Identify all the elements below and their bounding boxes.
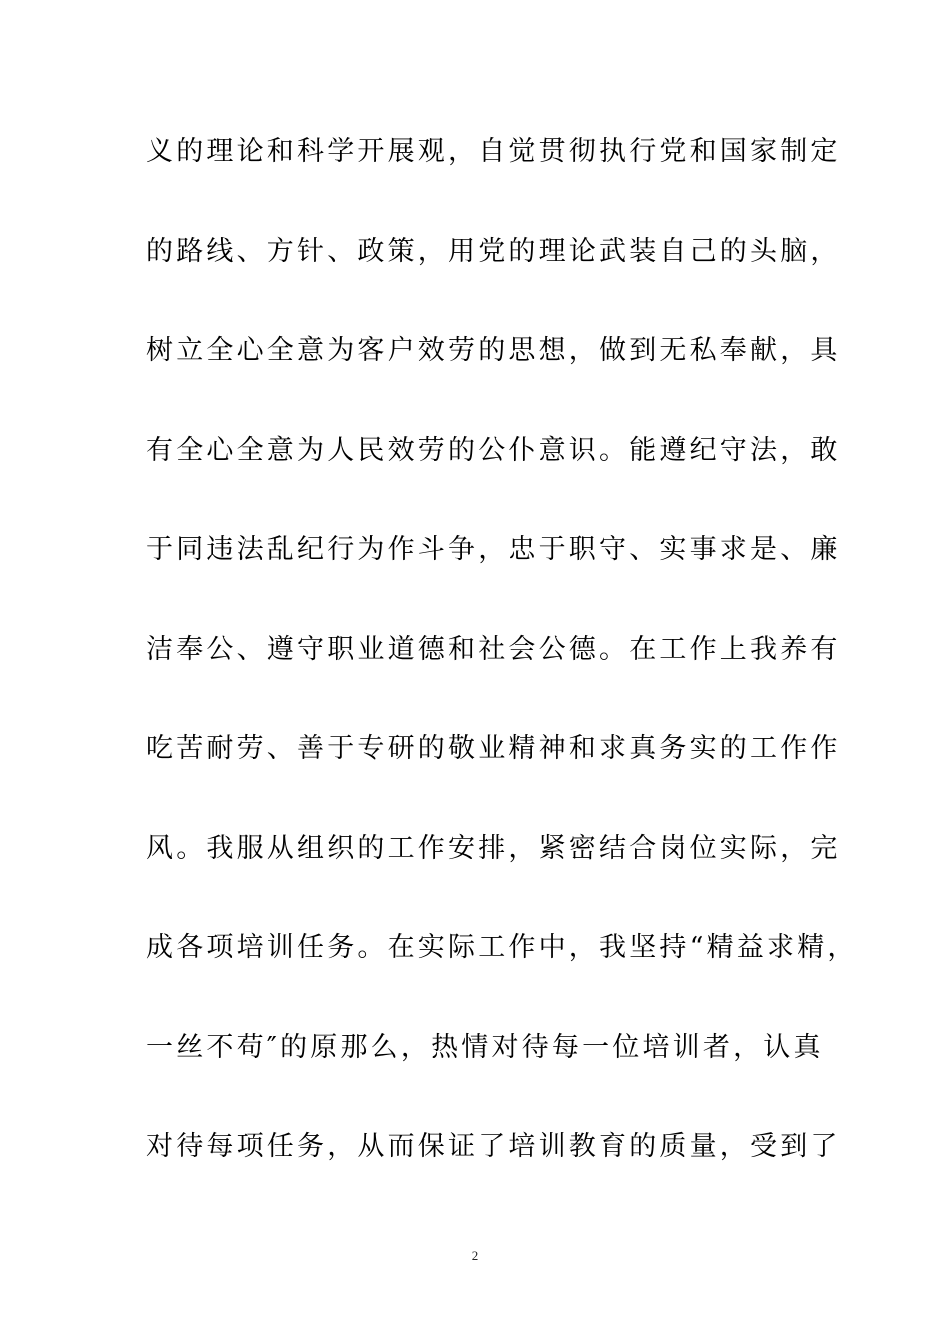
page-number: 2 (471, 1248, 479, 1263)
text-line: 吃苦耐劳、善于专研的敬业精神和求真务实的工作作 (146, 733, 841, 764)
text-line: 有全心全意为人民效劳的公仆意识。能遵纪守法，敢 (146, 434, 841, 466)
text-line: 于同违法乱纪行为作斗争，忠于职守、实事求是、廉 (146, 534, 841, 565)
text-line: 风。我服从组织的工作安排，紧密结合岗位实际，完 (146, 832, 841, 864)
text-line: 成各项培训任务。在实际工作中，我坚持“精益求精， (146, 932, 858, 963)
text-line: 对待每项任务，从而保证了培训教育的质量，受到了 (146, 1131, 841, 1162)
text-line: 洁奉公、遵守职业道德和社会公德。在工作上我养有 (146, 633, 841, 665)
body-text (146, 126, 858, 1221)
text-line: 义的理论和科学开展观，自觉贯彻执行党和国家制定 (146, 136, 841, 167)
text-line: 一丝不苟″的原那么，热情对待每一位培训者，认真 (146, 1031, 824, 1063)
text-line: 的路线、方针、政策，用党的理论武装自己的头脑， (146, 235, 841, 267)
text-line: 树立全心全意为客户效劳的思想，做到无私奉献，具 (146, 335, 841, 366)
